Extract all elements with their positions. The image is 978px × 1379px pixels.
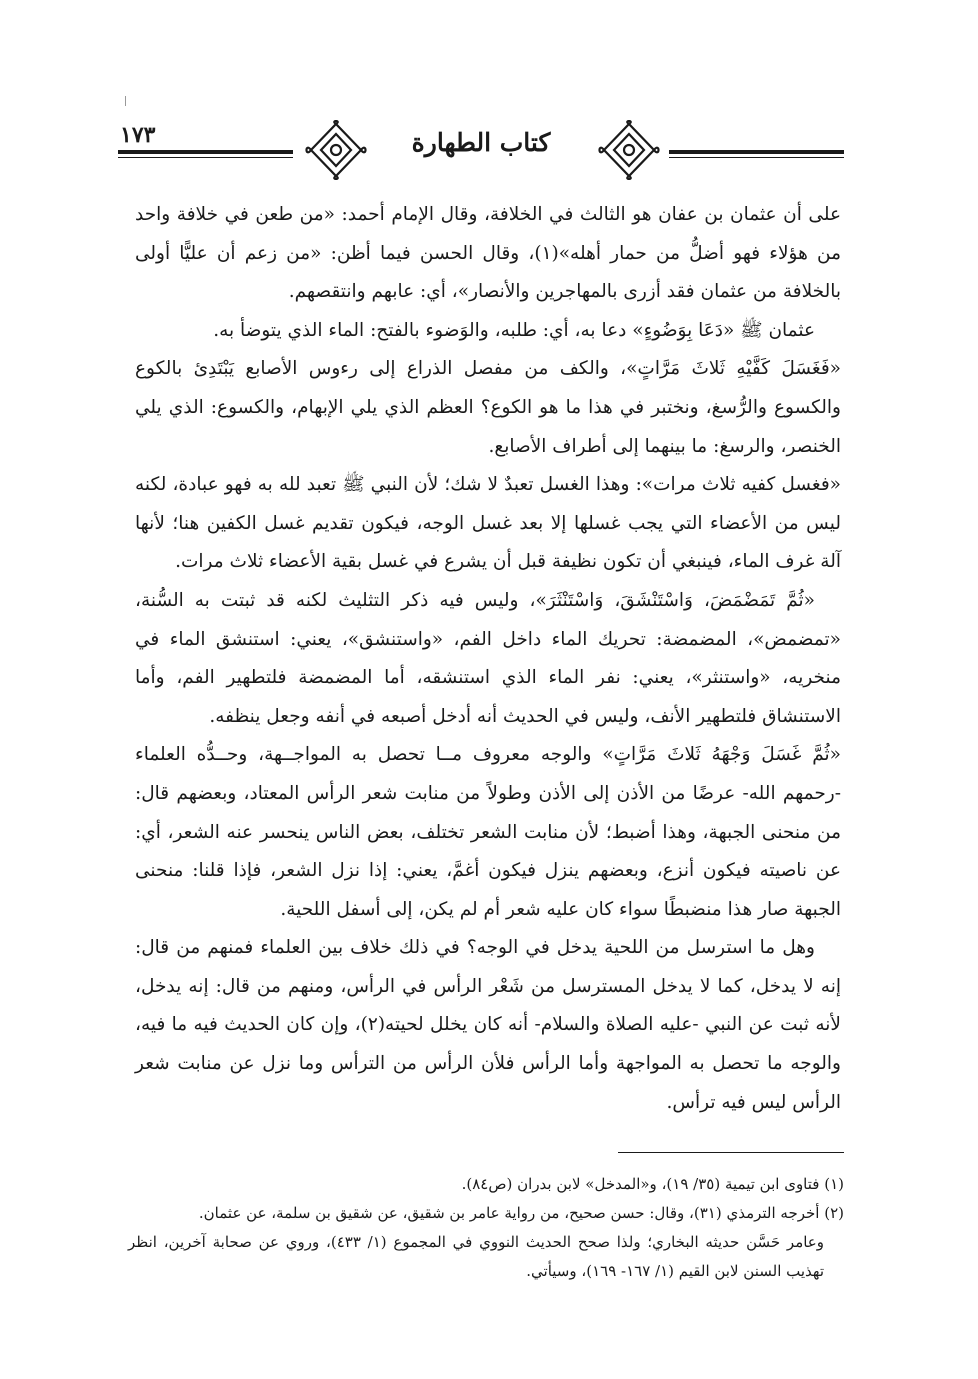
paragraph: «ثُمَّ غَسَلَ وَجْهَهُ ثَلاثَ مَرَّاتٍ» والوجه معروف مــا تحصل به المواجــهة، وحــدُّه العلماء -رحمهم الله- عرضًا من الأذن إلى الأذن وطولاً من منابت شعر الرأس المعتاد، وبعضهم قال: من منحنى الجبهة، وهذا أضبط؛ لأن منابت الشعر تختلف، بعض الناس ينحسر عنه الشعر، أي: عن ناصيته فيكون أنزع، وبعضهم ينزل فيكون أغمَّ، يعني: إذا نزل الشعر، فإذا قلنا: منحنى الجبهة صار هذا منضبطًا سواء كان عليه شعر أم لم يكن، إلى أسفل اللحية.	[135, 744, 841, 920]
paragraph: عثمان ﷺ «دَعَا بِوَضُوءٍ» دعا به، أي: طلبه، والوَضوء بالفتح: الماء الذي يتوضأ به.	[213, 319, 815, 341]
main-text	[135, 196, 841, 1122]
paragraph: «فغسل كفيه ثلاث مرات»: وهذا الغسل تعبدٌ لا شك؛ لأن النبي ﷺ تعبد لله به فهو عبادة، لكنه ليس من الأعضاء التي يجب غسلها إلا بعد غسل الوجه، فيكون تقديم غسل الكفين هنا؛ لأنها آلة غرف الماء، فينبغي أن تكون نظيفة قبل أن يشرع في غسل بقية الأعضاء ثلاث مرات.	[135, 474, 841, 573]
footnotes	[128, 1170, 844, 1286]
footnote: (٢) أخرجه الترمذي (٣١)، وقال: حسن صحيح، من رواية عامر بن شقيق، عن شقيق بن سلمة، عن عثمان.	[198, 1204, 844, 1222]
footnote: (١) فتاوى ابن تيمية (٣٥/ ١٩)، و«المدخل» لابن بدران (ص٨٤).	[461, 1175, 844, 1193]
paragraph: وهل ما استرسل من اللحية يدخل في الوجه؟ في ذلك خلاف بين العلماء فمنهم من قال: إنه لا يدخل، كما لا يدخل المسترسل من شَعْر الرأس في الرأس، ومنهم من قال: إنه يدخل، لأنه ثبت عن النبي -عليه الصلاة والسلام- أنه كان يخلل لحيته(٢)، وإن كان الحديث فيه ما فيه، والوجه ما تحصل به المواجهة وأما الرأس فلأن الرأس من الترأس وما نزل عن منابت شعر الرأس ليس فيه ترأس.	[135, 937, 841, 1113]
header-rule-left	[118, 150, 293, 154]
page-header	[118, 118, 844, 178]
footnote-divider	[618, 1152, 844, 1153]
scan-mark	[125, 96, 126, 106]
header-rule-left-thin	[118, 157, 293, 158]
header-rule-right-thin	[669, 157, 844, 158]
ornament-left-icon	[303, 120, 369, 180]
footnote-continuation: وعامر حَسَّن حديثه البخاري؛ ولذا صحح الحديث النووي في المجموع (١/ ٤٣٣)، وروي عن صحابة آخرين، انظر تهذيب السنن لابن القيم (١/ ١٦٧- ١٦٩)، وسيأتي.	[128, 1233, 824, 1280]
paragraph: «فَغَسَلَ كَفَّيْهِ ثَلاثَ مَرَّاتٍ»، والكف من مفصل الذراع إلى رءوس الأصابع يَبْتَدِئ بالكوع والكسوع والرُّسغ، ونختبر في هذا ما هو الكوع؟ العظم الذي يلي الإبهام، والكسوع: الذي يلي الخنصر، والرسغ: ما بينهما إلى أطراف الأصابع.	[135, 358, 841, 457]
paragraph: «ثُمَّ تَمَضْمَضَ، وَاسْتَنْشَقَ، وَاسْتَنْثَرَ»، وليس فيه ذكر التثليث لكنه قد ثبتت به السُّنة، «تمضمض»، المضمضة: تحريك الماء داخل الفم، «واستنشق»، يعني: استنشق الماء في منخريه، «واستنثر»، يعني: نفر الماء الذي استنشقه، أما المضمضة فلتطهير الفم، وأما الاستنشاق فلتطهير الأنف، وليس في الحديث أنه أدخل أصبعه في أنفه وجعل ينظفه.	[135, 589, 841, 727]
page-number: ١٧٣	[120, 122, 156, 148]
paragraph: على أن عثمان بن عفان هو الثالث في الخلافة، وقال الإمام أحمد: «من طعن في خلافة واحد من هؤلاء فهو أضلُّ من حمار أهله»(١)، وقال الحسن فيما أظن: «من زعم أن عليًّا أولى بالخلافة من عثمان فقد أزرى بالمهاجرين والأنصار»، أي: عابهم وانتقصهم.	[135, 204, 841, 303]
chapter-title: كتاب الطهارة	[411, 128, 551, 157]
header-rule-right	[669, 150, 844, 154]
ornament-right-icon	[596, 120, 662, 180]
